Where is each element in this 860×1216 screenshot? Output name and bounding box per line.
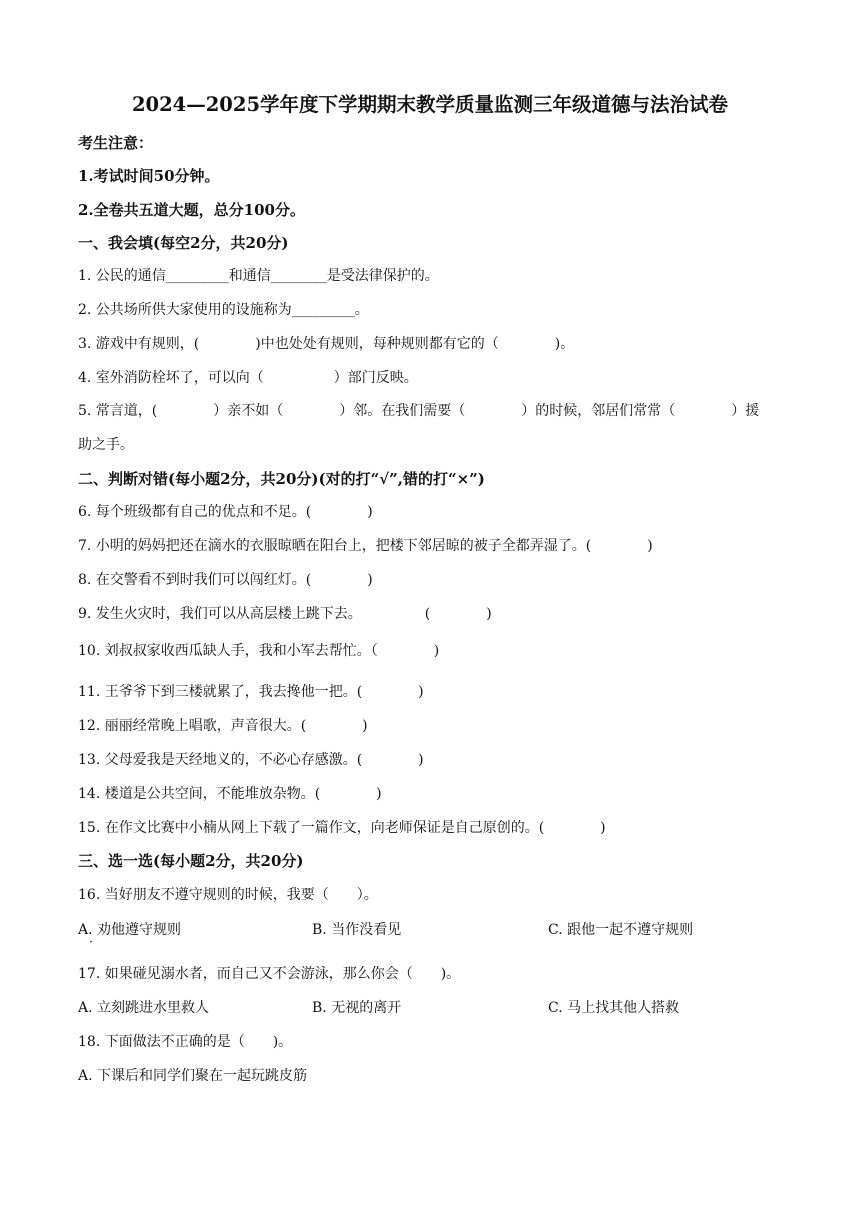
question-16-option-b: B. 当作没看见 xyxy=(312,922,402,938)
question-15: 15. 在作文比赛中小楠从网上下载了一篇作文，向老师保证是自己原创的。( ) xyxy=(78,820,606,836)
question-8: 8. 在交警看不到时我们可以闯红灯。( ) xyxy=(78,572,373,588)
question-5-line-1: 5. 常言道，( ）亲不如（ ）邻。在我们需要（ ）的时候，邻居们常常（ ）援 xyxy=(78,403,760,419)
question-2: 2. 公共场所供大家使用的设施称为_________。 xyxy=(78,302,369,318)
exam-title: 2024—2025学年度下学期期末教学质量监测三年级道德与法治试卷 xyxy=(131,93,729,116)
question-16-option-c: C. 跟他一起不遵守规则 xyxy=(548,922,694,938)
question-13: 13. 父母爱我是天经地义的，不必心存感激。( ) xyxy=(78,752,424,768)
question-17-option-c: C. 马上找其他人搭救 xyxy=(548,1000,680,1016)
question-10: 10. 刘叔叔家收西瓜缺人手，我和小军去帮忙。（ ) xyxy=(78,643,440,659)
notice-heading: 考生注意： xyxy=(78,134,154,152)
question-3: 3. 游戏中有规则，( )中也处处有规则，每种规则都有它的（ )。 xyxy=(78,336,575,352)
question-1: 1. 公民的通信_________和通信________是受法律保护的。 xyxy=(78,268,439,284)
section-2-heading: 二、判断对错(每小题2分，共20分)(对的打“√”,错的打“×”) xyxy=(78,470,485,488)
notice-item-2: 2.全卷共五道大题，总分100分。 xyxy=(78,201,305,219)
notice-item-1: 1.考试时间50分钟。 xyxy=(78,167,220,185)
question-5-line-2: 助之手。 xyxy=(78,437,134,453)
question-9: 9. 发生火灾时，我们可以从高层楼上跳下去。 ( ) xyxy=(78,606,492,622)
question-11: 11. 王爷爷下到三楼就累了，我去搀他一把。( ) xyxy=(78,684,424,700)
question-16-stem: 16. 当好朋友不遵守规则的时候，我要（ ）。 xyxy=(78,887,378,903)
question-18-stem: 18. 下面做法不正确的是（ )。 xyxy=(78,1034,293,1050)
question-16-option-a: A. 劝他遵守规则 xyxy=(78,922,182,938)
question-17-stem: 17. 如果碰见溺水者，而自己又不会游泳，那么你会（ )。 xyxy=(78,966,461,982)
question-7: 7. 小明的妈妈把还在滴水的衣服晾晒在阳台上，把楼下邻居晾的被子全都弄湿了。( ) xyxy=(78,538,653,554)
question-6: 6. 每个班级都有自己的优点和不足。( ) xyxy=(78,504,373,520)
stray-dot-mark: · xyxy=(89,935,93,949)
question-14: 14. 楼道是公共空间，不能堆放杂物。( ) xyxy=(78,786,382,802)
section-3-heading: 三、选一选(每小题2分，共20分) xyxy=(78,852,304,870)
question-17-option-a: A. 立刻跳进水里救人 xyxy=(78,1000,210,1016)
question-18-option-a: A. 下课后和同学们聚在一起玩跳皮筋 xyxy=(78,1068,308,1084)
question-4: 4. 室外消防栓坏了，可以向（ ）部门反映。 xyxy=(78,370,418,386)
question-17-option-b: B. 无视的离开 xyxy=(312,1000,402,1016)
section-1-heading: 一、我会填(每空2分，共20分) xyxy=(78,234,289,252)
question-12: 12. 丽丽经常晚上唱歌，声音很大。( ) xyxy=(78,718,368,734)
